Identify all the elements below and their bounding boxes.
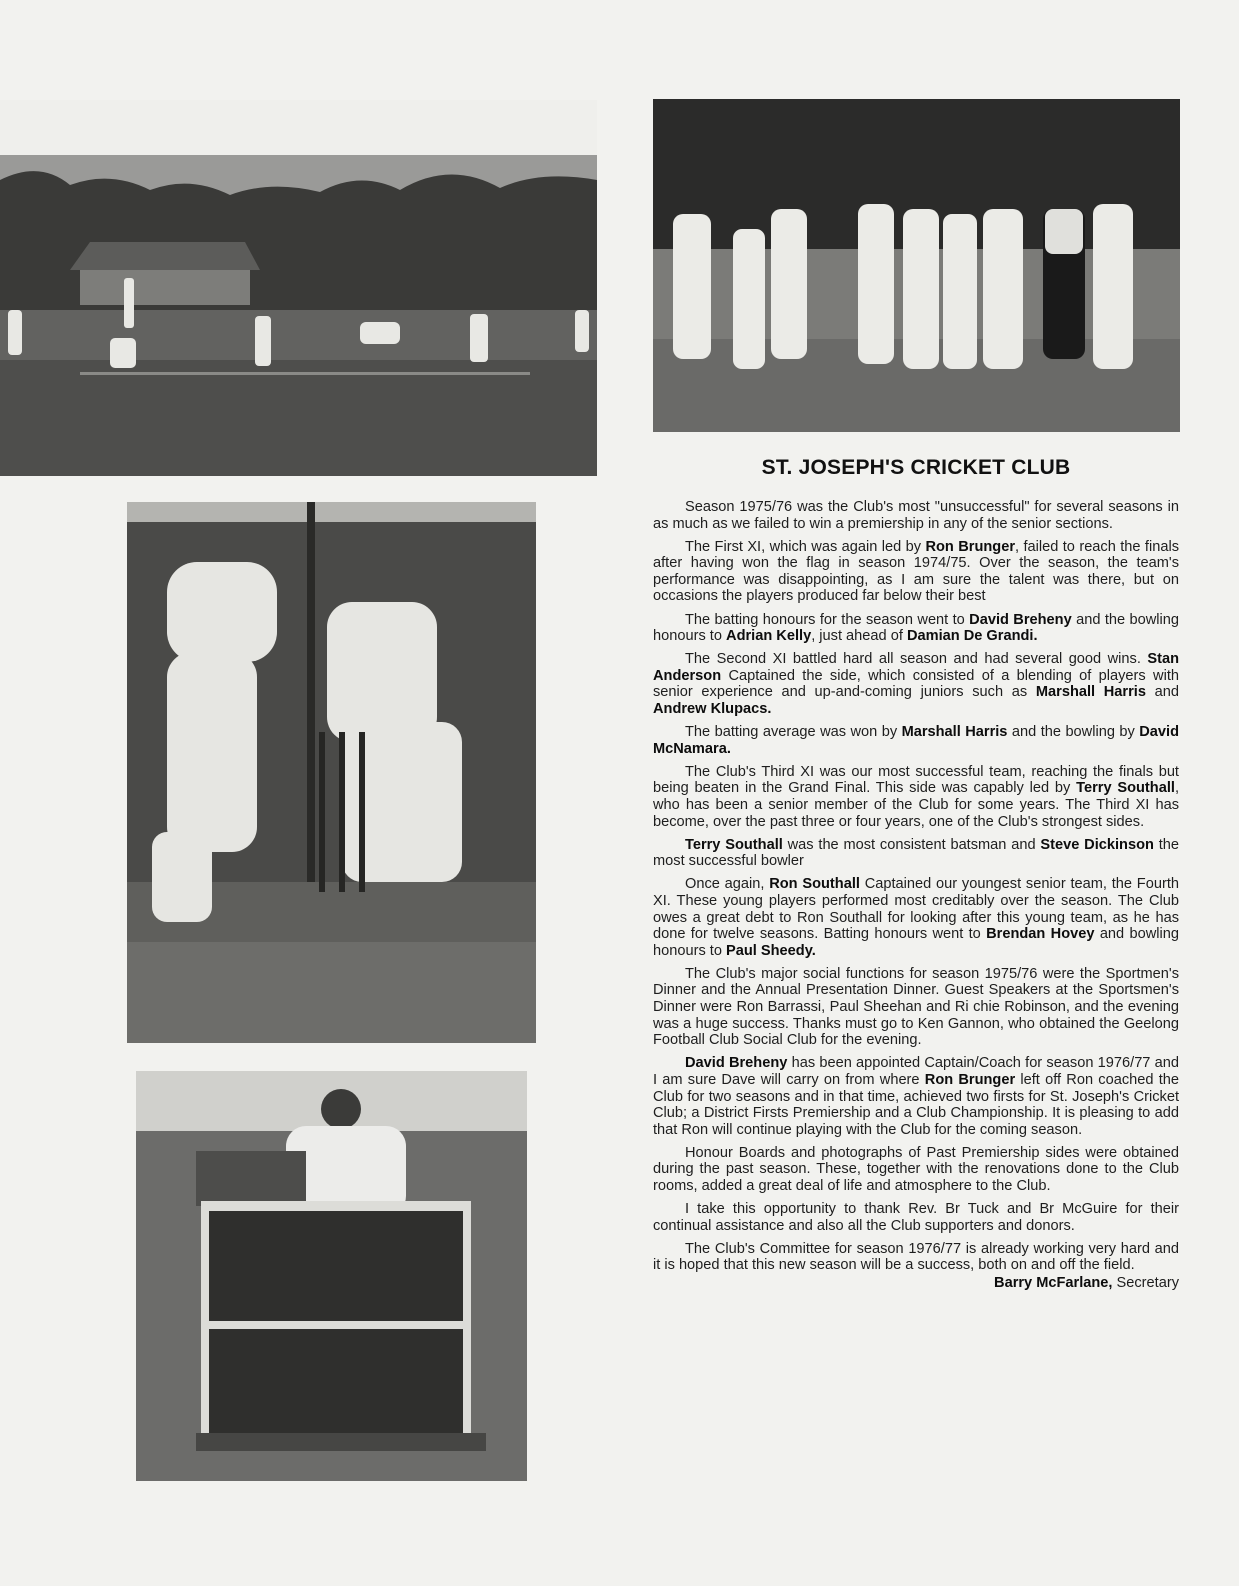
photo-cricket-nets bbox=[127, 502, 536, 1043]
paragraph-text: was the most consistent batsman and bbox=[782, 836, 1041, 853]
paragraph-text: Captained the side, which consisted of a blending of players with senior experience and up-and-coming juniors such as bbox=[653, 667, 1179, 701]
article-title: ST. JOSEPH'S CRICKET CLUB bbox=[761, 456, 1071, 479]
paragraph-text: , who has been a senior member of the Club for some years. The Third XI has become, over the past three or four years, one of the Club's strongest sides. bbox=[653, 780, 1179, 830]
bold-name: Damian De Grandi. bbox=[906, 628, 1038, 645]
bold-name: Marshall Harris bbox=[1035, 684, 1146, 701]
bold-name: Marshall Harris bbox=[901, 724, 1008, 741]
paragraph-text: , just ahead of bbox=[811, 628, 907, 645]
paragraph-text: The Second XI battled hard all season and had several good wins. bbox=[685, 651, 1148, 668]
paragraph-text: I take this opportunity to thank Rev. Br Tuck and Br McGuire for their continual assistance and also all the Club supporters and donors. bbox=[653, 1201, 1179, 1234]
article-paragraph bbox=[653, 539, 1179, 605]
signoff-name: Barry McFarlane, bbox=[994, 1275, 1113, 1292]
signoff-role: Secretary bbox=[1112, 1275, 1179, 1292]
paragraph-text: The Club's Third XI was our most successful team, reaching the finals but being beaten in the Grand Final. This side was capably led by bbox=[653, 763, 1179, 797]
paragraph-text: The Club's Committee for season 1976/77 is already working very hard and it is hoped that this new season will be a success, both on and off the field. bbox=[653, 1240, 1179, 1274]
article-paragraph bbox=[653, 966, 1179, 1049]
photo-cricket-match bbox=[0, 100, 597, 476]
paragraph-text: The First XI, which was again led by bbox=[685, 538, 926, 555]
paragraph-text: Season 1975/76 was the Club's most "unsuccessful" for several seasons in as much as we failed to win a premiership in any of the senior sections. bbox=[653, 499, 1179, 532]
article bbox=[653, 456, 1179, 1299]
paragraph-text: has been appointed Captain/Coach for season 1976/77 and I am sure Dave will carry on from where bbox=[653, 1055, 1179, 1088]
bold-name: David Breheny bbox=[685, 1055, 788, 1072]
bold-name: Paul Sheedy. bbox=[726, 942, 816, 959]
paragraph-text: and bbox=[1145, 684, 1180, 701]
bold-name: Andrew Klupacs. bbox=[653, 701, 772, 718]
article-paragraph bbox=[653, 1145, 1179, 1195]
bold-name: Terry Southall bbox=[1076, 780, 1175, 797]
article-body bbox=[653, 499, 1179, 1274]
signoff bbox=[653, 1275, 1179, 1292]
article-paragraph bbox=[653, 651, 1179, 717]
photo-groundsman-roller bbox=[136, 1071, 527, 1481]
article-paragraph bbox=[653, 1241, 1179, 1274]
article-paragraph bbox=[653, 724, 1179, 757]
paragraph-text: The batting average was won by bbox=[685, 724, 902, 741]
bold-name: David Breheny bbox=[969, 611, 1072, 628]
paragraph-text: and the bowling by bbox=[1007, 724, 1140, 741]
article-paragraph bbox=[653, 1055, 1179, 1138]
bold-name: Steve Dickinson bbox=[1040, 836, 1154, 853]
paragraph-text: left off Ron coached the Club for two seasons and in that time, achieved two firsts for St. Joseph's Cricket Club; a District Firsts Premiership and a Club Championship. It is pleasing to add that Ron will continue playing with the Club for the coming season. bbox=[653, 1071, 1179, 1138]
bold-name: David McNamara. bbox=[653, 724, 1180, 757]
article-paragraph bbox=[653, 612, 1179, 645]
article-paragraph bbox=[653, 876, 1179, 959]
paragraph-text: and the bowling honours to bbox=[653, 611, 1179, 645]
paragraph-text: Once again, bbox=[685, 876, 770, 893]
article-paragraph bbox=[653, 499, 1179, 532]
bold-name: Ron Southall bbox=[769, 876, 860, 893]
paragraph-text: and bowling honours to bbox=[653, 926, 1179, 959]
article-paragraph bbox=[653, 764, 1179, 830]
bold-name: Brendan Hovey bbox=[986, 926, 1095, 943]
article-paragraph bbox=[653, 837, 1179, 870]
paragraph-text: Captained our youngest senior team, the Fourth XI. These young players performed most creditably over the season. The Club owes a great debt to Ron Southall for looking after this young team, as he has done for twelve seasons. Batting honours went to bbox=[653, 876, 1179, 943]
bold-name: Stan Anderson bbox=[653, 651, 1179, 684]
bold-name: Ron Brunger bbox=[925, 538, 1015, 555]
article-paragraph bbox=[653, 1201, 1179, 1234]
paragraph-text: The batting honours for the season went to bbox=[685, 611, 970, 628]
bold-name: Adrian Kelly bbox=[726, 628, 812, 645]
paragraph-text: The Club's major social functions for season 1975/76 were the Sportmen's Dinner and the Annual Presentation Dinner. Guest Speakers at the Sportsmen's Dinner were Ron Barrassi, Paul Sheehan and Ri chie Robinson, and the evening was a huge success. Thanks must go to Ken Gannon, who obtained the Geelong Football Club Social Club for the evening. bbox=[653, 965, 1179, 1049]
bold-name: Ron Brunger bbox=[924, 1071, 1016, 1088]
bold-name: Terry Southall bbox=[685, 836, 783, 853]
paragraph-text: the most successful bowler bbox=[653, 836, 1180, 870]
paragraph-text: , failed to reach the finals after having won the flag in season 1974/75. Over the season, the team's performance was disappointing, as I am sure the talent was there, but on occasions the players produced far below their best bbox=[653, 538, 1180, 605]
paragraph-text: Honour Boards and photographs of Past Premiership sides were obtained during the past season. These, together with the renovations done to the Club rooms, added a great deal of life and atmosphere to the Club. bbox=[653, 1144, 1179, 1194]
photo-players-group bbox=[653, 99, 1180, 432]
